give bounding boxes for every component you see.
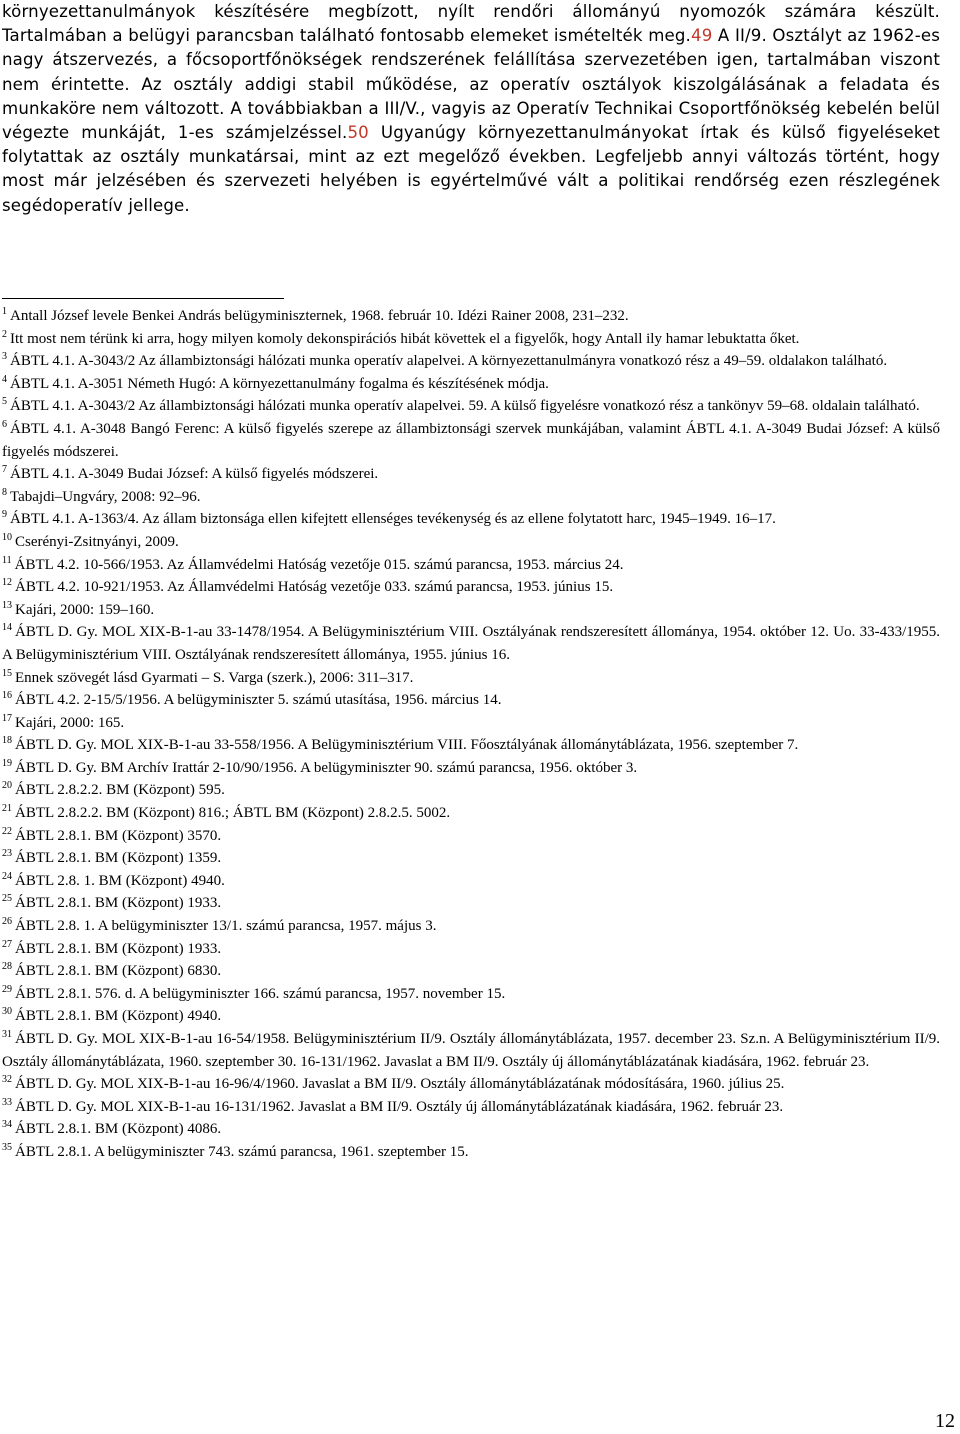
footnote	[2, 418, 940, 463]
footnote-number: 29	[2, 983, 12, 995]
body-text-segment: környezettanulmányok készítésére megbízott, nyílt rendőri állományú nyomozók számára készült. Tartalmában a belügyi parancsban található fontosabb elemeket ismételték meg.	[2, 2, 940, 46]
footnote-text: Kajári, 2000: 165.	[15, 714, 125, 731]
footnote-text: ÁBTL D. Gy. MOL XIX-B-1-au 16-131/1962. Javaslat a BM II/9. Osztály új állománytáblázatának kiadására, 1962. február 23.	[15, 1098, 784, 1115]
footnote	[2, 983, 940, 1006]
footnote	[2, 802, 940, 825]
footnote	[2, 938, 940, 961]
footnote-number: 8	[2, 486, 7, 498]
footnote	[2, 531, 940, 554]
footnote-separator	[2, 298, 284, 299]
footnote-number: 30	[2, 1006, 12, 1018]
footnote-text: ÁBTL 4.1. A-1363/4. Az állam biztonsága ellen kifejtett ellenséges tevékenység és az ellene folytatott harc, 1945–1949. 16–17.	[10, 511, 776, 528]
footnote	[2, 870, 940, 893]
footnote	[2, 1096, 940, 1119]
footnote-text: ÁBTL D. Gy. MOL XIX-B-1-au 16-54/1958. Belügyminisztérium II/9. Osztály állománytáblázata, 1957. december 23. Sz.n. A Belügyminisztérium II/9. Osztály állománytáblázata, 1960. szeptember 30. 16-131/1962. Javaslat a BM II/9. Osztály új állománytáblázatának kiadására, 1962. február 23.	[2, 1031, 940, 1070]
footnote	[2, 757, 940, 780]
footnote-number: 18	[2, 735, 12, 747]
footnote-text: ÁBTL 2.8.1. BM (Központ) 3570.	[15, 827, 222, 844]
footnote-text: ÁBTL 2.8. 1. A belügyminiszter 13/1. számú parancsa, 1957. május 3.	[15, 918, 437, 935]
footnote-text: ÁBTL 4.1. A-3043/2 Az állambiztonsági hálózati munka operatív alapelvei. 59. A külső figyelésre vonatkozó rész a tankönyv 59–68. oldalain található.	[10, 398, 920, 415]
footnote-text: ÁBTL 2.8.1. 576. d. A belügyminiszter 166. számú parancsa, 1957. november 15.	[15, 985, 506, 1002]
footnote-number: 35	[2, 1141, 12, 1153]
footnote	[2, 734, 940, 757]
footnote-number: 33	[2, 1096, 12, 1108]
footnote-number: 22	[2, 825, 12, 837]
footnote-number: 20	[2, 780, 12, 792]
footnote-number: 11	[2, 554, 12, 566]
footnote-text: ÁBTL 4.1. A-3051 Németh Hugó: A környezettanulmány fogalma és készítésének módja.	[10, 375, 549, 392]
footnote	[2, 486, 940, 509]
footnote-number: 16	[2, 690, 12, 702]
footnote-reference[interactable]: 49	[690, 26, 713, 46]
footnote-reference[interactable]: 50	[347, 123, 369, 143]
footnotes-list	[2, 305, 940, 1164]
footnote	[2, 847, 940, 870]
footnote	[2, 825, 940, 848]
footnote	[2, 960, 940, 983]
footnote-text: Kajári, 2000: 159–160.	[15, 601, 155, 618]
footnote-number: 19	[2, 757, 12, 769]
footnote-text: Cserényi-Zsitnyányi, 2009.	[15, 533, 179, 550]
footnote-text: Antall József levele Benkei András belügyminiszternek, 1968. február 10. Idézi Rainer 2008, 231–232.	[10, 308, 629, 324]
body-text-segment: Ugyanúgy környezettanulmányokat írtak és külső figyeléseket folytattak az osztály munkatársai, mint az ezt megelőző években. Legfeljebb annyi változás történt, hogy most már jelzésében és szervezeti helyében is egyértelművé vált a politikai rendőrség ezen részlegének segédoperatív jellege.	[2, 123, 941, 215]
footnote	[2, 508, 940, 531]
footnote-number: 1	[2, 306, 7, 317]
footnote-number: 3	[2, 351, 7, 363]
footnote-text: ÁBTL D. Gy. BM Archív Irattár 2-10/90/1956. A belügyminiszter 90. számú parancsa, 1956. október 3.	[15, 759, 638, 776]
footnote-number: 28	[2, 961, 12, 973]
footnote-number: 5	[2, 396, 7, 408]
footnote	[2, 1028, 940, 1073]
footnote-text: Ennek szövegét lásd Gyarmati – S. Varga (szerk.), 2006: 311–317.	[15, 669, 414, 686]
footnote-number: 32	[2, 1074, 12, 1086]
footnote-text: ÁBTL 2.8.1. BM (Központ) 4086.	[15, 1121, 222, 1138]
footnote-text: ÁBTL D. Gy. MOL XIX-B-1-au 33-558/1956. A Belügyminisztérium VIII. Főosztályának állománytáblázata, 1956. szeptember 7.	[15, 737, 799, 754]
footnote-text: ÁBTL 2.8.1. BM (Központ) 4940.	[15, 1008, 222, 1025]
footnote	[2, 554, 940, 577]
footnote-number: 21	[2, 803, 12, 815]
footnote-number: 10	[2, 531, 12, 543]
footnote-text: ÁBTL 4.1. A-3043/2 Az állambiztonsági hálózati munka operatív alapelvei. A környezettanulmányra vonatkozó rész a 49–59. oldalakon található.	[10, 353, 888, 370]
footnote-text: ÁBTL D. Gy. MOL XIX-B-1-au 33-1478/1954. A Belügyminisztérium VIII. Osztályának rendszeresített állománya, 1954. október 12. Uo. 33-433/1955. A Belügyminisztérium VIII. Osztályának rendszeresített állománya, 1955. június 16.	[2, 624, 940, 663]
footnote	[2, 1141, 940, 1164]
footnote-number: 4	[2, 373, 7, 385]
footnote-number: 26	[2, 916, 12, 928]
footnote	[2, 350, 940, 373]
footnote-text: ÁBTL 4.2. 10-566/1953. Az Államvédelmi Hatóság vezetője 015. számú parancsa, 1953. március 24.	[14, 556, 624, 573]
footnote-number: 27	[2, 938, 12, 950]
footnote	[2, 328, 940, 351]
footnote-number: 13	[2, 599, 12, 611]
body-text-segment: A II/9. Osztályt az 1962-es nagy átszervezés, a főcsoportfőnökségek rendszerének felállítása szervezetében igen, tartalmában viszont nem érintette. Az osztály addigi stabil működése, az operatív osztályok kiszolgálásának a feladata és munkaköre nem változott. A továbbiakban a III/V., vagyis az Operatív Technikai Csoportfőnökség kebelén belül végezte munkáját, 1-es számjelzéssel.	[2, 26, 940, 143]
footnote	[2, 395, 940, 418]
footnote-number: 9	[2, 509, 7, 521]
footnote-number: 23	[2, 848, 12, 860]
body-paragraph	[2, 0, 940, 218]
footnote-number: 7	[2, 464, 7, 476]
footnote	[2, 1073, 940, 1096]
footnote-number: 2	[2, 328, 7, 340]
footnote-number: 12	[2, 577, 12, 589]
footnote-text: ÁBTL 2.8. 1. BM (Központ) 4940.	[15, 872, 225, 889]
footnote-number: 24	[2, 870, 12, 882]
footnote	[2, 915, 940, 938]
footnote-number: 14	[2, 622, 12, 634]
footnote	[2, 712, 940, 735]
footnote-number: 17	[2, 712, 12, 724]
footnote-text: Tabajdi–Ungváry, 2008: 92–96.	[10, 488, 201, 505]
footnote-text: ÁBTL 4.1. A-3049 Budai József: A külső figyelés módszerei.	[10, 466, 379, 483]
footnote-text: ÁBTL 4.2. 10-921/1953. Az Államvédelmi Hatóság vezetője 033. számú parancsa, 1953. június 15.	[15, 579, 614, 596]
footnote-text: ÁBTL 2.8.1. BM (Központ) 1933.	[15, 940, 222, 957]
footnote	[2, 667, 940, 690]
footnote-text: ÁBTL D. Gy. MOL XIX-B-1-au 16-96/4/1960. Javaslat a BM II/9. Osztály állománytáblázatának módosítására, 1960. július 25.	[15, 1076, 785, 1093]
footnote-text: ÁBTL 2.8.2.2. BM (Központ) 816.; ÁBTL BM (Központ) 2.8.2.5. 5002.	[15, 805, 451, 822]
footnote-text: ÁBTL 4.2. 2-15/5/1956. A belügyminiszter 5. számú utasítása, 1956. március 14.	[15, 692, 502, 709]
footnote-number: 34	[2, 1119, 12, 1131]
footnote-text: ÁBTL 2.8.1. BM (Központ) 1359.	[15, 850, 222, 867]
footnote	[2, 599, 940, 622]
footnote	[2, 689, 940, 712]
footnote	[2, 305, 940, 328]
footnote-text: ÁBTL 2.8.2.2. BM (Központ) 595.	[15, 782, 225, 799]
footnote-number: 25	[2, 893, 12, 905]
footnote-text: ÁBTL 2.8.1. A belügyminiszter 743. számú parancsa, 1961. szeptember 15.	[15, 1143, 469, 1160]
footnote-text: Itt most nem térünk ki arra, hogy milyen komoly dekonspirációs hibát követtek el a figyelők, hogy Antall ily hamar lebuktatta őket.	[10, 330, 800, 347]
footnote	[2, 779, 940, 802]
footnote	[2, 576, 940, 599]
footnote-number: 31	[2, 1029, 12, 1040]
footnote-text: ÁBTL 2.8.1. BM (Központ) 6830.	[15, 963, 222, 980]
footnote	[2, 1118, 940, 1141]
footnote-number: 6	[2, 418, 7, 430]
page-number: 12	[935, 1410, 955, 1432]
footnote-number: 15	[2, 667, 12, 679]
footnote	[2, 621, 940, 666]
footnote-text: ÁBTL 4.1. A-3048 Bangó Ferenc: A külső figyelés szerepe az állambiztonsági szervek munkájában, valamint ÁBTL 4.1. A-3049 Budai József: A külső figyelés módszerei.	[2, 420, 940, 460]
footnote	[2, 463, 940, 486]
footnote-text: ÁBTL 2.8.1. BM (Központ) 1933.	[15, 895, 222, 912]
footnote	[2, 373, 940, 396]
footnote	[2, 892, 940, 915]
footnote	[2, 1005, 940, 1028]
